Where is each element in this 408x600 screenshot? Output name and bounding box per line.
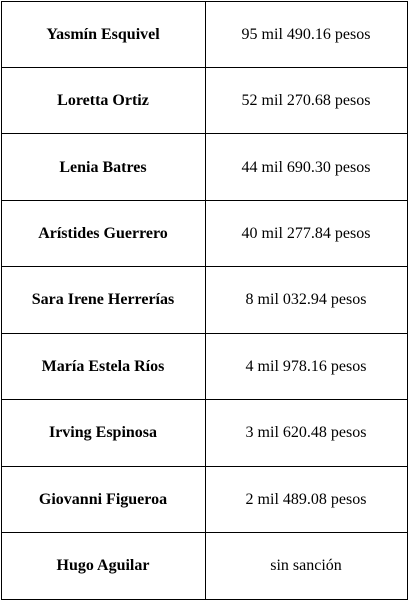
minister-name-cell: María Estela Ríos [1, 333, 205, 399]
sanction-amount-cell: 40 mil 277.84 pesos [205, 200, 407, 266]
table-row [1, 400, 407, 466]
table-row [1, 134, 407, 200]
sanction-amount-cell: 52 mil 270.68 pesos [205, 67, 407, 133]
minister-name-cell: Yasmín Esquivel [1, 1, 205, 67]
sanction-amount-cell: sin sanción [205, 533, 407, 600]
table-body [1, 1, 407, 599]
table-row [1, 466, 407, 532]
table-row [1, 267, 407, 333]
sanctions-table [1, 1, 408, 600]
minister-name-cell: Lenia Batres [1, 134, 205, 200]
sanction-amount-cell: 8 mil 032.94 pesos [205, 267, 407, 333]
minister-name-cell: Hugo Aguilar [1, 533, 205, 600]
table-row [1, 200, 407, 266]
sanction-amount-cell: 95 mil 490.16 pesos [205, 1, 407, 67]
minister-name-cell: Giovanni Figueroa [1, 466, 205, 532]
table-row [1, 67, 407, 133]
table-row [1, 1, 407, 67]
sanction-amount-cell: 3 mil 620.48 pesos [205, 400, 407, 466]
sanction-amount-cell: 44 mil 690.30 pesos [205, 134, 407, 200]
table-row [1, 333, 407, 399]
minister-name-cell: Arístides Guerrero [1, 200, 205, 266]
minister-name-cell: Sara Irene Herrerías [1, 267, 205, 333]
table-row [1, 533, 407, 600]
minister-name-cell: Loretta Ortiz [1, 67, 205, 133]
minister-name-cell: Irving Espinosa [1, 400, 205, 466]
sanction-amount-cell: 4 mil 978.16 pesos [205, 333, 407, 399]
sanction-amount-cell: 2 mil 489.08 pesos [205, 466, 407, 532]
